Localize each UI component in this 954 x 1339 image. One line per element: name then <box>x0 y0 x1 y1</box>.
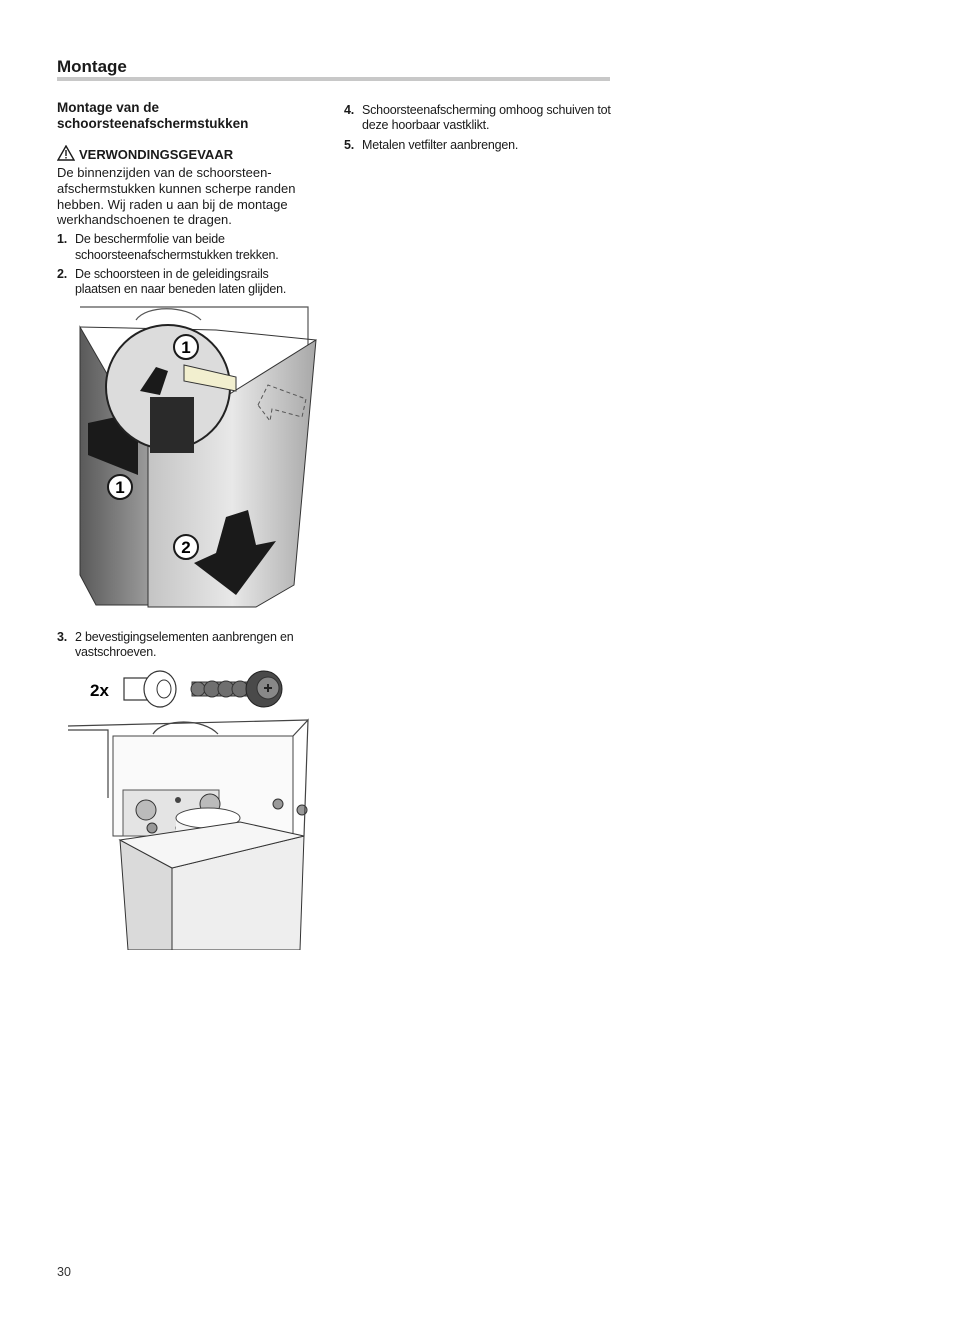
step-text: Schoorsteenafscherming omhoog schuiven tot deze hoorbaar vastklikt. <box>362 103 611 133</box>
warning-triangle-icon <box>57 145 75 165</box>
subheading: Montage van de schoorsteenafschermstukken <box>57 100 249 131</box>
step-number: 5. <box>344 137 355 152</box>
left-column <box>57 100 312 302</box>
step-number: 1. <box>57 232 68 247</box>
step-number: 2. <box>57 267 68 281</box>
svg-text:1: 1 <box>181 338 191 357</box>
list-item <box>344 103 614 134</box>
svg-text:1: 1 <box>115 478 125 497</box>
step-text: De beschermfolie van beide schoorsteenafschermstukken trekken. <box>75 232 279 262</box>
warning-text: De binnenzijden van de schoorsteen-afschermstukken kunnen scherpe randen hebben. Wij raden u aan bij de montage werkhandschoenen te dragen. <box>57 165 296 228</box>
chimney-fastening-figure <box>68 718 312 950</box>
screw-icon <box>191 671 282 707</box>
chimney-install-figure <box>76 305 320 611</box>
warning-title: VERWONDINGSGEVAAR <box>79 147 234 162</box>
title-rule <box>57 77 610 81</box>
list-item <box>57 267 312 298</box>
step-marker-1-top <box>174 335 198 359</box>
steps-list <box>57 232 312 298</box>
step-marker-2 <box>174 535 198 559</box>
svg-text:2: 2 <box>181 538 191 557</box>
wall-plug-icon <box>124 671 176 707</box>
step-text: 2 bevestigingselementen aanbrengen en vastschroeven. <box>75 630 294 660</box>
step-text: De schoorsteen in de geleidingsrails plaatsen en naar beneden laten glijden. <box>75 267 287 297</box>
step-text: Metalen vetfilter aanbrengen. <box>362 137 519 152</box>
list-item <box>57 630 312 661</box>
list-item <box>57 232 312 263</box>
section-title: Montage <box>57 57 127 76</box>
warning-heading <box>57 145 312 165</box>
step-number: 3. <box>57 630 68 644</box>
step-number: 4. <box>344 103 355 117</box>
step-marker-1-side <box>108 475 132 499</box>
quantity-label: 2x <box>90 681 109 700</box>
right-column <box>344 103 614 157</box>
page-number: 30 <box>57 1265 71 1279</box>
steps-list <box>344 103 614 153</box>
list-item <box>344 138 614 153</box>
fasteners-figure <box>88 666 288 714</box>
